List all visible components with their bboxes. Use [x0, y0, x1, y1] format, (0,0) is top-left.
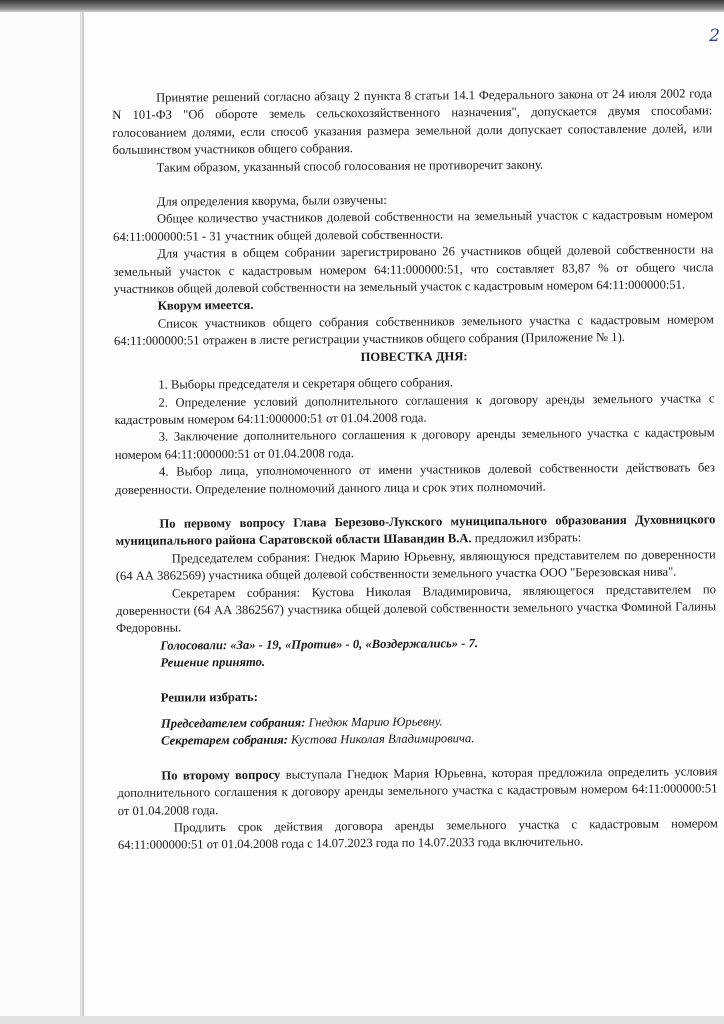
paragraph-conclusion: Таким образом, указанный способ голосования не противоречит закону.	[156, 157, 544, 175]
resolved-chairman-label: Председателем собрания:	[160, 715, 306, 731]
first-question-lead-rest: предложил избрать:	[471, 530, 582, 546]
quorum-statement: Кворум имеется.	[157, 298, 254, 314]
second-question-lead-rest: выступала Гнедюк Мария Юрьевна, которая предложила определить условия дополнительного соглашения к договору аренды земельного участка с кадастровым номером 64:11:000000:51 от 01.04.2008 года.	[117, 764, 718, 818]
secretary-proposal: Секретарем собрания: Кустова Николая Владимировича, являющегося представителем по доверенности (64 АА 3862567) участника общей долевой собственности земельного участка Фоминой Галины Федоровны.	[116, 581, 717, 636]
lease-extension: Продлить срок действия договора аренды земельного участка с кадастровым номером 64:11:000000:51 от 01.04.2008 года с 14.07.2023 года по 14.07.2033 года включительно.	[117, 816, 718, 853]
first-question-lead	[115, 511, 715, 551]
paragraph-participant-list: Список участников общего собрания собственников земельного участка с кадастровым номером 64:11:000000:51 отражен в листе регистрации участников общего собрания (Приложение № 1).	[113, 312, 714, 349]
scan-bottom-band	[0, 1016, 724, 1024]
second-question-lead	[117, 763, 717, 820]
adjacent-page-edge	[0, 12, 81, 1016]
vote-result: Голосовали: «За» - 19, «Против» - 0, «Воздержались» - 7.	[160, 635, 479, 653]
paragraph-quorum-intro: Для определения кворума, были озвучены:	[156, 192, 387, 209]
resolved-secretary-label: Секретарем собрания:	[161, 733, 288, 749]
agenda-item-1: 1. Выборы председателя и секретаря общего собрания.	[158, 375, 454, 392]
agenda-item-2: 2. Определение условий дополнительного соглашения к договору аренды земельного участка с кадастровым номером 64:11:000000:51 от 01.04.2008 года.	[114, 390, 715, 427]
second-question-lead-bold: По второму вопросу	[161, 767, 281, 783]
paragraph-total-participants: Общее количество участников долевой собственности на земельный участок с кадастровым номером 64:11:000000:51 - 31 участник общей долевой собственности.	[113, 207, 714, 244]
decision-statement: Решение принято.	[160, 655, 266, 670]
first-question-lead-bold: По первому вопросу Глава Березово-Лукского муниципального образования Духовницкого муниципального района Саратовской области Шавандин В.А.	[115, 512, 716, 549]
agenda-item-3: 3. Заключение дополнительного соглашения к договору аренды земельного участка с кадастровым номером 64:11:000000:51 от 01.04.2008 года.	[114, 425, 715, 462]
handwritten-page-number: 2	[709, 26, 720, 46]
chairman-proposal: Председателем собрания: Гнедюк Марию Юрьевну, являющуюся представителем по доверенности (64 АА 3862569) участника общей долевой собственности земельного участка ООО "Березовская нива".	[115, 547, 716, 584]
document-body	[112, 85, 718, 855]
resolved-secretary-value: Кустова Николая Владимировича.	[287, 731, 475, 748]
paragraph-registered-participants: Для участия в общем собрании зарегистрировано 26 участников общей долевой собственности на земельный участок с кадастровым номером 64:11:000000:51, что составляет 83,87 % от общего числа участников общей долевой собственности на земельный участок с кадастровым номером 64:11:000000:51.	[113, 242, 714, 297]
agenda-item-4: 4. Выбор лица, уполномоченного от имени участников долевой собственности действовать без доверенности. Определение полномочий данного лица и срок этих полномочий.	[115, 460, 716, 497]
resolved-chairman-value: Гнедюк Марию Юрьевну.	[305, 714, 443, 730]
paragraph-voting-law: Принятие решений согласно абзацу 2 пункта 8 статьи 14.1 Федерального закона от 24 июля 2002 года N 101-ФЗ "Об обороте земель сельскохозяйственного назначения", допускается двумя способами: голосованием долями, если способ указания размера земельной доли допускает сопоставление долей, или большинством участников общего собрания.	[112, 86, 713, 158]
resolved-title: Решили избрать:	[160, 689, 258, 705]
agenda-title: ПОВЕСТКА ДНЯ:	[360, 348, 468, 364]
scan-top-shadow	[0, 0, 724, 12]
document-page	[82, 12, 724, 1016]
